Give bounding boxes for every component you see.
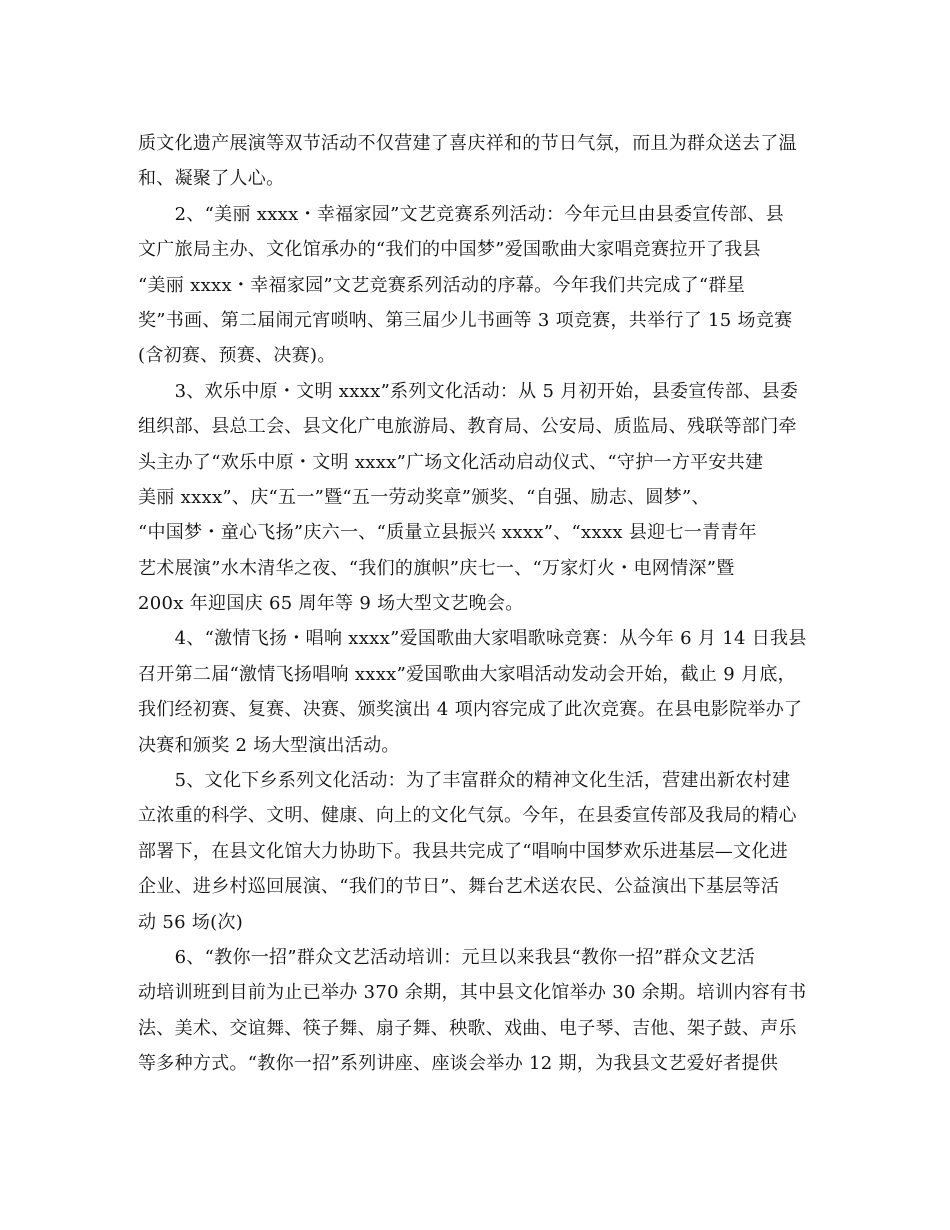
text-line: 召开第二届“激情飞扬唱响 xxxx”爱国歌曲大家唱活动发动会开始，截止 9 月底， bbox=[138, 663, 796, 685]
text-line: 文广旅局主办、文化馆承办的“我们的中国梦”爱国歌曲大家唱竞赛拉开了我县 bbox=[138, 239, 761, 261]
text-line: 企业、进乡村巡回展演、“我们的节日”、舞台艺术送农民、公益演出下基层等活 bbox=[138, 876, 780, 898]
text-line: 头主办了“欢乐中原・文明 xxxx”广场文化活动启动仪式、“守护一方平安共建 bbox=[138, 451, 764, 473]
text-line: “美丽 xxxx・幸福家园”文艺竞赛系列活动的序幕。今年我们共完成了“群星 bbox=[138, 274, 746, 296]
text-line: 立浓重的科学、文明、健康、向上的文化气氛。今年，在县委宣传部及我局的精心 bbox=[138, 805, 797, 827]
text-line: 3、欢乐中原・文明 xxxx”系列文化活动：从 5 月初开始，县委宣传部、县委 bbox=[138, 380, 799, 402]
text-line: “中国梦・童心飞扬”庆六一、“质量立县振兴 xxxx”、“xxxx 县迎七一青青年 bbox=[138, 522, 757, 544]
text-line: 我们经初赛、复赛、决赛、颁奖演出 4 项内容完成了此次竞赛。在县电影院举办了 bbox=[138, 699, 803, 721]
text-line: 动 56 场(次) bbox=[138, 911, 244, 933]
text-line: 200x 年迎国庆 65 周年等 9 场大型文艺晚会。 bbox=[138, 593, 524, 615]
text-line: 6、“教你一招”群众文艺活动培训：元旦以来我县“教你一招”群众文艺活 bbox=[138, 946, 756, 968]
text-line: 法、美术、交谊舞、筷子舞、扇子舞、秧歌、戏曲、电子琴、吉他、架子鼓、声乐 bbox=[138, 1017, 797, 1039]
text-line: 质文化遗产展演等双节活动不仅营建了喜庆祥和的节日气氛，而且为群众送去了温 bbox=[138, 133, 797, 154]
text-line: 和、凝聚了人心。 bbox=[138, 168, 285, 190]
text-line: 奖”书画、第二届闹元宵唢呐、第三届少儿书画等 3 项竞赛，共举行了 15 场竞赛 bbox=[138, 309, 793, 331]
text-line: 部署下，在县文化馆大力协助下。我县共完成了“唱响中国梦欢乐进基层—文化进 bbox=[138, 840, 788, 862]
text-line: 动培训班到目前为止已举办 370 余期，其中县文化馆举办 30 余期。培训内容有书 bbox=[138, 982, 807, 1004]
text-line: 等多种方式。“教你一招”系列讲座、座谈会举办 12 期，为我县文艺爱好者提供 bbox=[138, 1053, 779, 1075]
text-line: 2、“美丽 xxxx・幸福家园”文艺竞赛系列活动：今年元旦由县委宣传部、县 bbox=[138, 203, 784, 225]
text-line: 4、“激情飞扬・唱响 xxxx”爱国歌曲大家唱歌咏竞赛：从今年 6 月 14 日我县 bbox=[138, 628, 807, 650]
text-line: 组织部、县总工会、县文化广电旅游局、教育局、公安局、质监局、残联等部门牵 bbox=[138, 416, 797, 438]
text-line: 5、文化下乡系列文化活动：为了丰富群众的精神文化生活，营建出新农村建 bbox=[138, 770, 791, 792]
text-line: 决赛和颁奖 2 场大型演出活动。 bbox=[138, 734, 400, 756]
text-line: 美丽 xxxx”、庆“五一”暨“五一劳动奖章”颁奖、“自强、励志、圆梦”、 bbox=[138, 486, 710, 508]
text-line: 艺术展演”水木清华之夜、“我们的旗帜”庆七一、“万家灯火・电网情深”暨 bbox=[138, 557, 735, 579]
text-line: (含初赛、预赛、决赛)。 bbox=[138, 345, 336, 367]
document-body bbox=[138, 126, 814, 1082]
